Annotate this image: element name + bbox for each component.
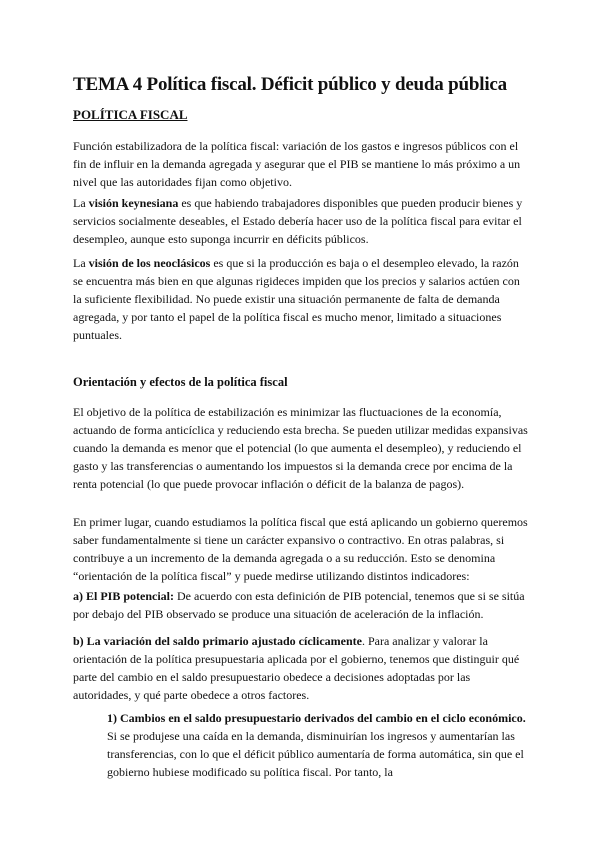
section-heading-politica-fiscal: POLÍTICA FISCAL bbox=[73, 107, 188, 122]
paragraph-orientacion: En primer lugar, cuando estudiamos la política fiscal que está aplicando un gobierno queremos saber fundamentalmente si tiene un carácter expansivo o contractivo. En otras palabras, si contribuye a un incremento de la demanda agregada o a su reducción. Esto se denomina “orientación de la política fiscal” y puede medirse utilizando distintos indicadores: bbox=[73, 515, 528, 583]
paragraph-vision-keynesiana bbox=[73, 194, 529, 248]
section-heading-orientacion: Orientación y efectos de la política fiscal bbox=[73, 375, 288, 389]
paragraph-prefix: La bbox=[73, 196, 89, 210]
paragraph-body: Si se produjese una caída en la demanda, disminuirían los ingresos y aumentarían las transferencias, con lo que el déficit público aumentaría de forma automática, sin que el gobierno hubiese modificado su política fiscal. Por tanto, la bbox=[107, 729, 524, 779]
term-saldo-primario: b) La variación del saldo primario ajustado cíclicamente bbox=[73, 634, 362, 648]
term-pib-potencial: a) El PIB potencial: bbox=[73, 589, 174, 603]
term-vision-keynesiana: visión keynesiana bbox=[88, 196, 179, 210]
paragraph-cambios-saldo bbox=[107, 709, 529, 781]
paragraph-prefix: La bbox=[73, 256, 89, 270]
paragraph-body: es que si la producción es baja o el desempleo elevado, la razón se encuentra más bien en que algunas rigideces impiden que los precios y salarios actúen con la suficiente flexibilidad. No puede existir una situación permanente de falta de demanda agregada, y por tanto el papel de la política fiscal es mucho menor, limitado a situaciones puntuales. bbox=[73, 256, 520, 342]
paragraph-body: . Para analizar y valorar la orientación de la política presupuestaria aplicada por el gobierno, tenemos que distinguir qué parte del cambio en el saldo presupuestario obedece a decisiones adoptadas por las autoridades, y qué parte obedece a otros factores. bbox=[73, 634, 520, 702]
page-title: TEMA 4 Política fiscal. Déficit público y deuda pública bbox=[73, 74, 507, 95]
paragraph-vision-neoclasicos bbox=[73, 254, 529, 344]
paragraph-saldo-primario bbox=[73, 632, 529, 704]
paragraph-body: es que habiendo trabajadores disponibles que pueden producir bienes y servicios socialmente deseables, el Estado debería hacer uso de la política fiscal para evitar el desempleo, aunque esto suponga incurrir en déficits públicos. bbox=[73, 196, 523, 246]
paragraph-objetivo-estabilizacion: El objetivo de la política de estabilización es minimizar las fluctuaciones de la economía, actuando de forma anticíclica y reduciendo esta brecha. Se pueden utilizar medidas expansivas cuando la demanda es menor que el potencial (lo que aumenta el desempleo), y reduciendo el gasto y las transferencias o aumentando los impuestos si la demanda crece por encima de la renta potencial (lo que puede provocar inflación o déficit de la balanza de pagos). bbox=[73, 405, 528, 491]
term-vision-neoclasicos: visión de los neoclásicos bbox=[88, 256, 211, 270]
paragraph-body: De acuerdo con esta definición de PIB potencial, tenemos que si se sitúa por debajo del PIB observado se produce una situación de aceleración de la inflación. bbox=[73, 589, 525, 621]
paragraph-pib-potencial bbox=[73, 587, 529, 623]
term-cambios-saldo: 1) Cambios en el saldo presupuestario derivados del cambio en el ciclo económico. bbox=[107, 711, 526, 725]
paragraph-funcion-estabilizadora: Función estabilizadora de la política fiscal: variación de los gastos e ingresos públicos con el fin de influir en la demanda agregada y asegurar que el PIB se mantiene lo más próximo a un nivel que las autoridades fijan como objetivo. bbox=[73, 139, 521, 189]
